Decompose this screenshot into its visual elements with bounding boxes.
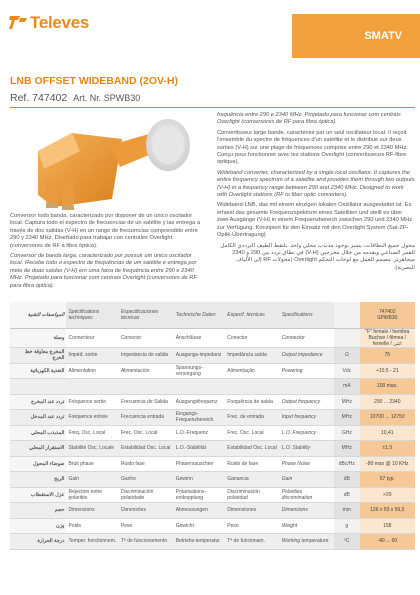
cell-french: Connecteur — [66, 329, 118, 348]
cell-french: Fréquence entrée — [66, 410, 118, 426]
cell-spanish — [119, 379, 174, 395]
cell-value: -80 max @ 10 KHz — [360, 456, 415, 472]
cell-german: L.O.-Stabilität — [174, 441, 226, 457]
table-row — [10, 379, 415, 395]
cell-portuguese: Impedância saída — [225, 348, 279, 364]
cell-value: 158 — [360, 518, 415, 534]
left-column-text — [10, 213, 200, 293]
product-title: LNB OFFSET WIDEBAND (2OV-H) — [10, 75, 178, 87]
title-divider — [10, 107, 415, 108]
header-arabic: المواصفات التقنية — [10, 302, 66, 329]
cell-unit: mm — [334, 503, 360, 519]
cell-german: Eingangs-Frequenzbereich — [174, 410, 226, 426]
cell-portuguese: Peso — [225, 518, 279, 534]
cell-spanish: Frec. Osc. Local — [119, 425, 174, 441]
cell-portuguese: Dimensiones — [225, 503, 279, 519]
cell-german: Polarisations-entkopplung — [174, 487, 226, 503]
description-english: Wideband converter, characterized by a single local oscillator. It captures the entire frequency spectrum of a satellite and provides them through two outputs (V-H) in a frequency range between 290 and 2340 MHz. Designed to work with Overlight stations (RF to fiber optic converters). — [217, 169, 415, 199]
cell-arabic: وزن — [10, 518, 66, 534]
table-header-row — [10, 302, 415, 329]
cell-arabic: عزل الاستقطاب — [10, 487, 66, 503]
cell-french: Poids — [66, 518, 118, 534]
cell-arabic: تردد عند المدخل — [10, 410, 66, 426]
specifications-table — [10, 302, 415, 550]
cell-english: Gain — [280, 472, 334, 488]
description-german: Wideband-LNB, das mit einem einzigen lokalen Oszillator ausgestattet ist. Es erfasst das gesamte Frequenzspektrum eines Satelliten und stellt es über zwei Ausgänge (V-H) in einem Frequenzbereich zwischen 290 und 2340 MHz zur Verfügung. Konzipiert für den Einsatz mit den Overlight System (Sat-ZF-Optik-Übertragung) — [217, 202, 413, 239]
cell-french: Temper. fonctionnem. — [66, 534, 118, 550]
cell-arabic: درجة الحرارة — [10, 534, 66, 550]
article-number: Art. Nr. SPWB30 — [73, 93, 141, 103]
header — [0, 0, 420, 64]
cell-arabic: المخرج معاوقة خط الخرج — [10, 348, 66, 364]
table-row — [10, 503, 415, 519]
cell-french: Fréquence sortie — [66, 394, 118, 410]
cell-french: Stabilité Osc. Locale — [66, 441, 118, 457]
cell-english: Powering — [280, 363, 334, 379]
cell-german: Ausgangsfrequenz — [174, 394, 226, 410]
table-row — [10, 518, 415, 534]
cell-unit: MHz — [334, 410, 360, 426]
cell-arabic: حجم — [10, 503, 66, 519]
cell-english: L.O. Frequency — [280, 425, 334, 441]
cell-spanish: Ganho — [119, 472, 174, 488]
table-row — [10, 329, 415, 348]
cell-unit: MHz — [334, 394, 360, 410]
cell-arabic: الربح — [10, 472, 66, 488]
table-row — [10, 534, 415, 550]
table-row — [10, 348, 415, 364]
description-french: Convertisseur large bande, caractérisé par un seul oscillateur local. Il reçoit l'ensemble du spectre de fréquences d'un satellite et le distribue sur deux sorties (V-H) sur une plage de fréquences comprise entre 290 et 2340 MHz. Conçu pour fonctionner avec les stations Overlight (convertisseurs RF-fibre optique). — [217, 129, 408, 166]
cell-value: 290 ... 2340 — [360, 394, 415, 410]
cell-english: Dimensions — [280, 503, 334, 519]
cell-value: +10,5 - 21 — [360, 363, 415, 379]
cell-value: 10,41 — [360, 425, 415, 441]
header-product: 747402 SPWB30 — [360, 302, 415, 329]
cell-arabic: ضوضاء المحول — [10, 456, 66, 472]
cell-value: 75 — [360, 348, 415, 364]
cell-french — [66, 379, 118, 395]
cell-english: L.O. Stability — [280, 441, 334, 457]
right-column-text — [217, 112, 415, 275]
cell-english: Weight — [280, 518, 334, 534]
cell-english: Working temperature — [280, 534, 334, 550]
cell-german: Ausgangs-impedanz — [174, 348, 226, 364]
cell-german: Betriebs-temperatur — [174, 534, 226, 550]
cell-value: "F" female / hembra Buchse / fêmea / femelle / انثى — [360, 329, 415, 348]
description-spanish: Conversor todo banda, caracterizado por disponer de un único oscilador local. Captura todo el espectro de frecuencias de un satélite y las entrega a través de dos salidas (V-H) en un rango de frecuencias comprendido entre 290 y 2340 MHz. Diseñado para trabajar con centrales Overlight (conversores de RF a fibra óptica). — [10, 213, 201, 249]
cell-unit: dB — [334, 487, 360, 503]
cell-german — [174, 379, 226, 395]
cell-unit: MHz — [334, 441, 360, 457]
televes-logo-mark-icon — [8, 12, 28, 32]
table-row — [10, 394, 415, 410]
header-german: Technische Daten — [174, 302, 226, 329]
cell-portuguese — [225, 379, 279, 395]
header-unit — [334, 302, 360, 329]
cell-value: 126 x 93 x 59,5 — [360, 503, 415, 519]
table-row — [10, 441, 415, 457]
cell-spanish: Ruido fase — [119, 456, 174, 472]
table-row — [10, 425, 415, 441]
cell-german: Abmessungen — [174, 503, 226, 519]
cell-spanish: Alimentación — [119, 363, 174, 379]
cell-german: Phasenrauschen — [174, 456, 226, 472]
cell-unit — [334, 329, 360, 348]
cell-french: Alimentation — [66, 363, 118, 379]
lnb-product-image — [10, 111, 200, 211]
cell-english: Output impedance — [280, 348, 334, 364]
cell-portuguese: Ruido de fase — [225, 456, 279, 472]
cell-portuguese: Frec. de entrada — [225, 410, 279, 426]
cell-french: Fréq. Osc. Local — [66, 425, 118, 441]
cell-portuguese: Frequência de saída — [225, 394, 279, 410]
cell-arabic: التغذية الكهربائية — [10, 363, 66, 379]
table-row — [10, 363, 415, 379]
header-english: Specifications — [280, 302, 334, 329]
cell-english: Phase Noise — [280, 456, 334, 472]
cell-french: Gain — [66, 472, 118, 488]
cell-portuguese: Frec. Osc. Local — [225, 425, 279, 441]
cell-value: ±1,5 — [360, 441, 415, 457]
cell-german: L.O.-Frequenz — [174, 425, 226, 441]
cell-value: 10700 ... 12750 — [360, 410, 415, 426]
cell-spanish: Peso — [119, 518, 174, 534]
cell-english: Polarities discrimination — [280, 487, 334, 503]
cell-portuguese: Tª de funcionam. — [225, 534, 279, 550]
table-row — [10, 410, 415, 426]
cell-value: -40 ... 60 — [360, 534, 415, 550]
header-portuguese: Especif. técnicas — [225, 302, 279, 329]
cell-english: Connector — [280, 329, 334, 348]
cell-spanish: Estabilidad Osc. Local — [119, 441, 174, 457]
cell-value: 100 max. — [360, 379, 415, 395]
cell-french: Réjection entre polarités — [66, 487, 118, 503]
cell-french: Impéd. sortie — [66, 348, 118, 364]
table-row — [10, 456, 415, 472]
cell-unit: g — [334, 518, 360, 534]
cell-german: Gewinn — [174, 472, 226, 488]
cell-spanish: Tª de funcionamento — [119, 534, 174, 550]
cell-arabic: المذبذب المحلي — [10, 425, 66, 441]
product-reference — [10, 92, 140, 104]
cell-unit: dBc/Hz — [334, 456, 360, 472]
category-label: SMATV — [364, 30, 402, 42]
cell-spanish: Frecuencia de Salida — [119, 394, 174, 410]
cell-english: Output frequency — [280, 394, 334, 410]
cell-arabic: تردد عند المخرج — [10, 394, 66, 410]
cell-portuguese: Conector — [225, 329, 279, 348]
cell-unit: dB — [334, 472, 360, 488]
cell-english — [280, 379, 334, 395]
cell-value: >20 — [360, 487, 415, 503]
cell-spanish: Conector — [119, 329, 174, 348]
cell-spanish: Frecuencia entrada — [119, 410, 174, 426]
cell-french: Dimensions — [66, 503, 118, 519]
table-row — [10, 487, 415, 503]
table-row — [10, 472, 415, 488]
cell-spanish: Discriminación polaridade — [119, 487, 174, 503]
cell-arabic — [10, 379, 66, 395]
cell-value: 57 typ. — [360, 472, 415, 488]
cell-english: Input frequency — [280, 410, 334, 426]
cell-unit: Ω — [334, 348, 360, 364]
description-arabic: محول جميع النطاقات، يتميز بوجود مذبذب محلي واحد. يلتقط الطيف الترددي الكامل للقمر الصناعي ويقدمه من خلال مخرجين (V-H) في نطاق تردد بين 290 و 2340 ميجاهرتز. مصمم للعمل مع لوحات التحكم Overlight (محولات RF إلى الألياف البصرية). — [220, 242, 415, 271]
reference-number: Ref. 747402 — [10, 92, 68, 104]
cell-german: Gewicht — [174, 518, 226, 534]
cell-unit: Vdc — [334, 363, 360, 379]
cell-spanish: Dimensões — [119, 503, 174, 519]
cell-portuguese: Estabilidad Osc. Local — [225, 441, 279, 457]
cell-spanish: Impedancia de salida — [119, 348, 174, 364]
header-spanish: Especificaciones técnicas — [119, 302, 174, 329]
cell-portuguese: Ganancia — [225, 472, 279, 488]
cell-unit: GHz — [334, 425, 360, 441]
cell-german: Spannungs-versorgung — [174, 363, 226, 379]
cell-arabic: وصلة — [10, 329, 66, 348]
cell-portuguese: Alimentação — [225, 363, 279, 379]
description-portuguese: Conversor de banda larga, caracterizado por possuir um único oscilador local. Recebe todo o espectro de frequências de um satélite e entrega por meio de duas saídas (V-H) em uma faixa de frequência entre 290 e 2340 MHz. Projetado para funcionar com centrais Overlight (conversores de RF para fibra óptica). — [10, 253, 197, 289]
header-french: Spécifications techniques — [66, 302, 118, 329]
cell-arabic: الاستقرار المحلي — [10, 441, 66, 457]
cell-unit: ºC — [334, 534, 360, 550]
description-portuguese-continued: frequência entre 290 e 2340 MHz. Projetado para funcionar com centrais Overlight (conversores de RF para fibra óptica). — [217, 112, 401, 126]
cell-portuguese: Discriminación polaridad — [225, 487, 279, 503]
cell-unit: mA — [334, 379, 360, 395]
brand-name: Televes — [30, 13, 90, 32]
cell-french: Bruit phase — [66, 456, 118, 472]
cell-german: Anschlüsse — [174, 329, 226, 348]
